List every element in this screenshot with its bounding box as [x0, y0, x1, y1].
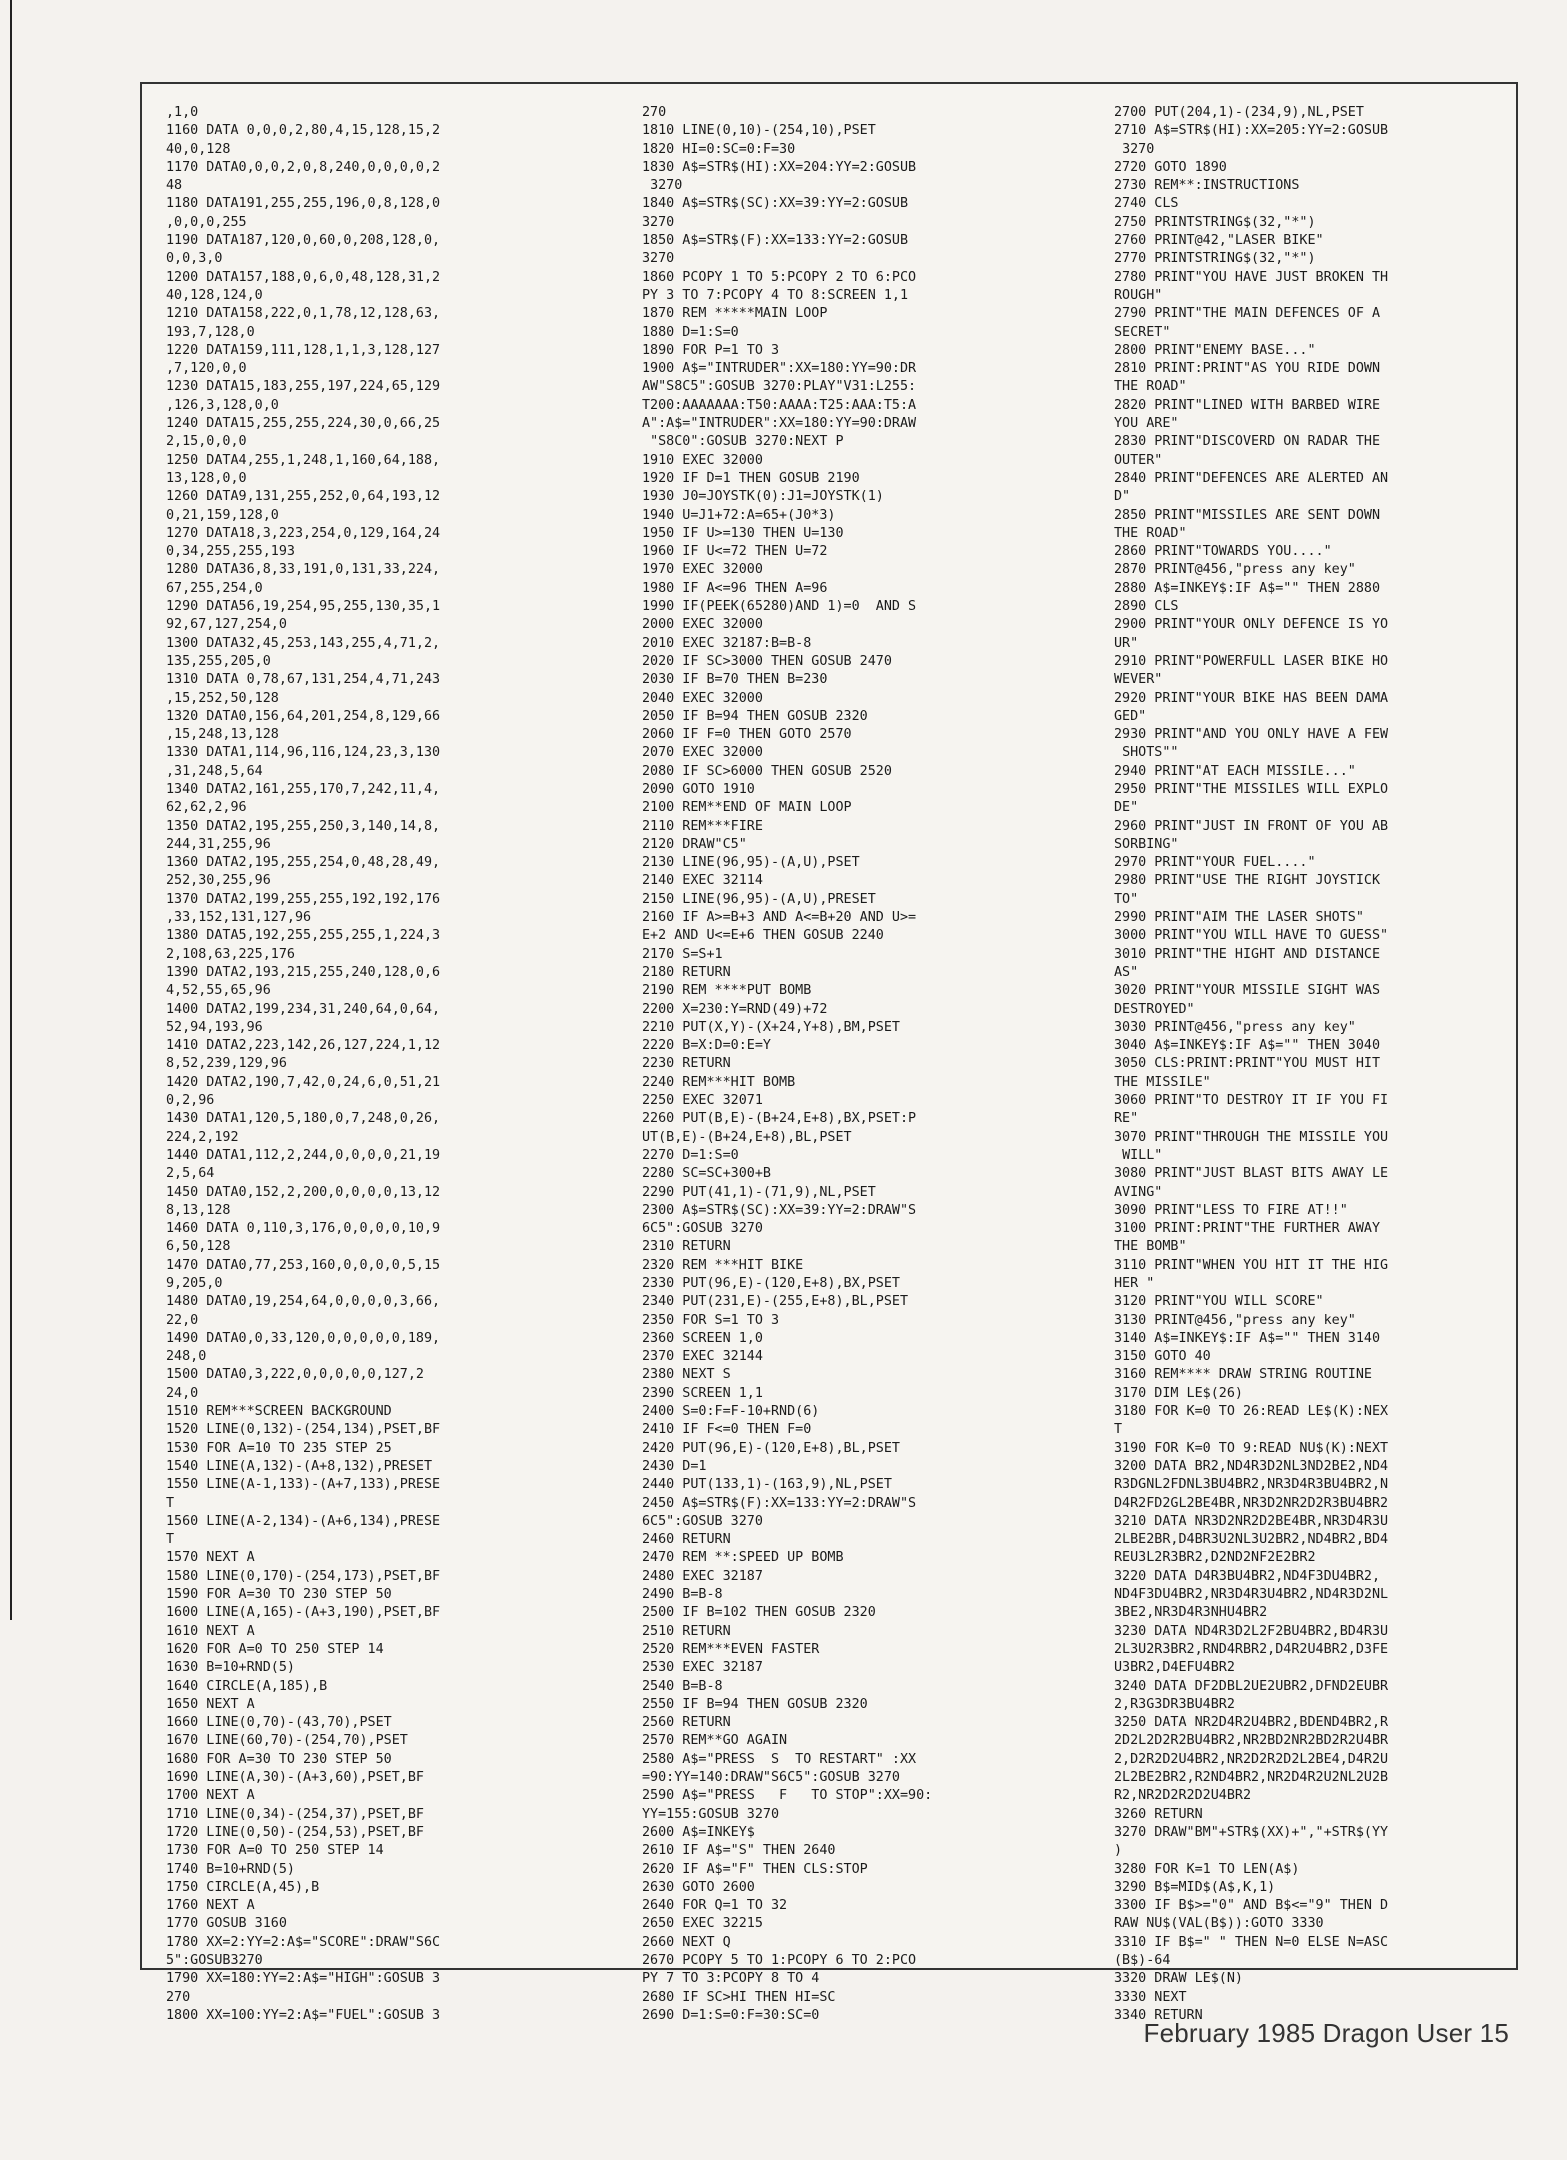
page-footer: February 1985 Dragon User 15 [1143, 2018, 1509, 2048]
listing-column-1 [166, 104, 596, 2025]
listing-column-2-text: 270 1810 LINE(0,10)-(254,10),PSET 1820 HI=0:SC=0:F=30 1830 A$=STR$(HI):XX=204:YY=2:GOSUB 3270 1840 A$=STR$(SC):XX=39:YY=2:GOSUB 3270 1850 A$=STR$(F):XX=133:YY=2:GOSUB 3270 1860 PCOPY 1 TO 5:PCOPY 2 TO 6:PCO PY 3 TO 7:PCOPY 4 TO 8:SCREEN 1,1 1870 REM *****MAIN LOOP 1880 D=1:S=0 1890 FOR P=1 TO 3 1900 A$="INTRUDER":XX=180:YY=90:DR AW"S8C5":GOSUB 3270:PLAY"V31:L255: T200:AAAAAAA:T50:AAAA:T25:AAA:T5:A A":A$="INTRUDER":XX=180:YY=90:DRAW "S8C0":GOSUB 3270:NEXT P 1910 EXEC 32000 1920 IF D=1 THEN GOSUB 2190 1930 J0=JOYSTK(0):J1=JOYSTK(1) 1940 U=J1+72:A=65+(J0*3) 1950 IF U>=130 THEN U=130 1960 IF U<=72 THEN U=72 1970 EXEC 32000 1980 IF A<=96 THEN A=96 1990 IF(PEEK(65280)AND 1)=0 AND S 2000 EXEC 32000 2010 EXEC 32187:B=B-8 2020 IF SC>3000 THEN GOSUB 2470 2030 IF B=70 THEN B=230 2040 EXEC 32000 2050 IF B=94 THEN GOSUB 2320 2060 IF F=0 THEN GOTO 2570 2070 EXEC 32000 2080 IF SC>6000 THEN GOSUB 2520 2090 GOTO 1910 2100 REM**END OF MAIN LOOP 2110 REM***FIRE 2120 DRAW"C5" 2130 LINE(96,95)-(A,U),PSET 2140 EXEC 32114 2150 LINE(96,95)-(A,U),PRESET 2160 IF A>=B+3 AND A<=B+20 AND U>= E+2 AND U<=E+6 THEN GOSUB 2240 2170 S=S+1 2180 RETURN 2190 REM ****PUT BOMB 2200 X=230:Y=RND(49)+72 2210 PUT(X,Y)-(X+24,Y+8),BM,PSET 2220 B=X:D=0:E=Y 2230 RETURN 2240 REM***HIT BOMB 2250 EXEC 32071 2260 PUT(B,E)-(B+24,E+8),BX,PSET:P UT(B,E)-(B+24,E+8),BL,PSET 2270 D=1:S=0 2280 SC=SC+300+B 2290 PUT(41,1)-(71,9),NL,PSET 2300 A$=STR$(SC):XX=39:YY=2:DRAW"S 6C5":GOSUB 3270 2310 RETURN 2320 REM ***HIT BIKE 2330 PUT(96,E)-(120,E+8),BX,PSET 2340 PUT(231,E)-(255,E+8),BL,PSET 2350 FOR S=1 TO 3 2360 SCREEN 1,0 2370 EXEC 32144 2380 NEXT S 2390 SCREEN 1,1 2400 S=0:F=F-10+RND(6) 2410 IF F<=0 THEN F=0 2420 PUT(96,E)-(120,E+8),BL,PSET 2430 D=1 2440 PUT(133,1)-(163,9),NL,PSET 2450 A$=STR$(F):XX=133:YY=2:DRAW"S 6C5":GOSUB 3270 2460 RETURN 2470 REM **:SPEED UP BOMB 2480 EXEC 32187 2490 B=B-8 2500 IF B=102 THEN GOSUB 2320 2510 RETURN 2520 REM***EVEN FASTER 2530 EXEC 32187 2540 B=B-8 2550 IF B=94 THEN GOSUB 2320 2560 RETURN 2570 REM**GO AGAIN 2580 A$="PRESS S TO RESTART" :XX =90:YY=140:DRAW"S6C5":GOSUB 3270 2590 A$="PRESS F TO STOP":XX=90: YY=155:GOSUB 3270 2600 A$=INKEY$ 2610 IF A$="S" THEN 2640 2620 IF A$="F" THEN CLS:STOP 2630 GOTO 2600 2640 FOR Q=1 TO 32 2650 EXEC 32215 2660 NEXT Q 2670 PCOPY 5 TO 1:PCOPY 6 TO 2:PCO PY 7 TO 3:PCOPY 8 TO 4 2680 IF SC>HI THEN HI=SC 2690 D=1:S=0:F=30:SC=0 [642, 105, 933, 2023]
program-listing [140, 82, 1518, 2023]
page-edge-rule [0, 0, 12, 1620]
listing-column-1-text: ,1,0 1160 DATA 0,0,0,2,80,4,15,128,15,2 40,0,128 1170 DATA0,0,0,2,0,8,240,0,0,0,0,2 48 1180 DATA191,255,255,196,0,8,128,0 ,0,0,0,255 1190 DATA187,120,0,60,0,208,128,0, 0,0,3,0 1200 DATA157,188,0,6,0,48,128,31,2 40,128,124,0 1210 DATA158,222,0,1,78,12,128,63, 193,7,128,0 1220 DATA159,111,128,1,1,3,128,127 ,7,120,0,0 1230 DATA15,183,255,197,224,65,129 ,126,3,128,0,0 1240 DATA15,255,255,224,30,0,66,25 2,15,0,0,0 1250 DATA4,255,1,248,1,160,64,188, 13,128,0,0 1260 DATA9,131,255,252,0,64,193,12 0,21,159,128,0 1270 DATA18,3,223,254,0,129,164,24 0,34,255,255,193 1280 DATA36,8,33,191,0,131,33,224, 67,255,254,0 1290 DATA56,19,254,95,255,130,35,1 92,67,127,254,0 1300 DATA32,45,253,143,255,4,71,2, 135,255,205,0 1310 DATA 0,78,67,131,254,4,71,243 ,15,252,50,128 1320 DATA0,156,64,201,254,8,129,66 ,15,248,13,128 1330 DATA1,114,96,116,124,23,3,130 ,31,248,5,64 1340 DATA2,161,255,170,7,242,11,4, 62,62,2,96 1350 DATA2,195,255,250,3,140,14,8, 244,31,255,96 1360 DATA2,195,255,254,0,48,28,49, 252,30,255,96 1370 DATA2,199,255,255,192,192,176 ,33,152,131,127,96 1380 DATA5,192,255,255,255,1,224,3 2,108,63,225,176 1390 DATA2,193,215,255,240,128,0,6 4,52,55,65,96 1400 DATA2,199,234,31,240,64,0,64, 52,94,193,96 1410 DATA2,223,142,26,127,224,1,12 8,52,239,129,96 1420 DATA2,190,7,42,0,24,6,0,51,21 0,2,96 1430 DATA1,120,5,180,0,7,248,0,26, 224,2,192 1440 DATA1,112,2,244,0,0,0,0,21,19 2,5,64 1450 DATA0,152,2,200,0,0,0,0,13,12 8,13,128 1460 DATA 0,110,3,176,0,0,0,0,10,9 6,50,128 1470 DATA0,77,253,160,0,0,0,0,5,15 9,205,0 1480 DATA0,19,254,64,0,0,0,0,3,66, 22,0 1490 DATA0,0,33,120,0,0,0,0,0,189, 248,0 1500 DATA0,3,222,0,0,0,0,0,127,2 24,0 1510 REM***SCREEN BACKGROUND 1520 LINE(0,132)-(254,134),PSET,BF 1530 FOR A=10 TO 235 STEP 25 1540 LINE(A,132)-(A+8,132),PRESET 1550 LINE(A-1,133)-(A+7,133),PRESE T 1560 LINE(A-2,134)-(A+6,134),PRESE T 1570 NEXT A 1580 LINE(0,170)-(254,173),PSET,BF 1590 FOR A=30 TO 230 STEP 50 1600 LINE(A,165)-(A+3,190),PSET,BF 1610 NEXT A 1620 FOR A=0 TO 250 STEP 14 1630 B=10+RND(5) 1640 CIRCLE(A,185),B 1650 NEXT A 1660 LINE(0,70)-(43,70),PSET 1670 LINE(60,70)-(254,70),PSET 1680 FOR A=30 TO 230 STEP 50 1690 LINE(A,30)-(A+3,60),PSET,BF 1700 NEXT A 1710 LINE(0,34)-(254,37),PSET,BF 1720 LINE(0,50)-(254,53),PSET,BF 1730 FOR A=0 TO 250 STEP 14 1740 B=10+RND(5) 1750 CIRCLE(A,45),B 1760 NEXT A 1770 GOSUB 3160 1780 XX=2:YY=2:A$="SCORE":DRAW"S6C 5":GOSUB3270 1790 XX=180:YY=2:A$="HIGH":GOSUB 3 270 1800 XX=100:YY=2:A$="FUEL":GOSUB 3 [166, 105, 441, 2023]
listing-column-2 [642, 104, 1072, 2025]
listing-column-3-text: 2700 PUT(204,1)-(234,9),NL,PSET 2710 A$=STR$(HI):XX=205:YY=2:GOSUB 3270 2720 GOTO 1890 2730 REM**:INSTRUCTIONS 2740 CLS 2750 PRINTSTRING$(32,"*") 2760 PRINT@42,"LASER BIKE" 2770 PRINTSTRING$(32,"*") 2780 PRINT"YOU HAVE JUST BROKEN TH ROUGH" 2790 PRINT"THE MAIN DEFENCES OF A SECRET" 2800 PRINT"ENEMY BASE..." 2810 PRINT:PRINT"AS YOU RIDE DOWN THE ROAD" 2820 PRINT"LINED WITH BARBED WIRE YOU ARE" 2830 PRINT"DISCOVERD ON RADAR THE OUTER" 2840 PRINT"DEFENCES ARE ALERTED AN D" 2850 PRINT"MISSILES ARE SENT DOWN THE ROAD" 2860 PRINT"TOWARDS YOU...." 2870 PRINT@456,"press any key" 2880 A$=INKEY$:IF A$="" THEN 2880 2890 CLS 2900 PRINT"YOUR ONLY DEFENCE IS YO UR" 2910 PRINT"POWERFULL LASER BIKE HO WEVER" 2920 PRINT"YOUR BIKE HAS BEEN DAMA GED" 2930 PRINT"AND YOU ONLY HAVE A FEW SHOTS"" 2940 PRINT"AT EACH MISSILE..." 2950 PRINT"THE MISSILES WILL EXPLO DE" 2960 PRINT"JUST IN FRONT OF YOU AB SORBING" 2970 PRINT"YOUR FUEL...." 2980 PRINT"USE THE RIGHT JOYSTICK TO" 2990 PRINT"AIM THE LASER SHOTS" 3000 PRINT"YOU WILL HAVE TO GUESS" 3010 PRINT"THE HIGHT AND DISTANCE AS" 3020 PRINT"YOUR MISSILE SIGHT WAS DESTROYED" 3030 PRINT@456,"press any key" 3040 A$=INKEY$:IF A$="" THEN 3040 3050 CLS:PRINT:PRINT"YOU MUST HIT THE MISSILE" 3060 PRINT"TO DESTROY IT IF YOU FI RE" 3070 PRINT"THROUGH THE MISSILE YOU WILL" 3080 PRINT"JUST BLAST BITS AWAY LE AVING" 3090 PRINT"LESS TO FIRE AT!!" 3100 PRINT:PRINT"THE FURTHER AWAY THE BOMB" 3110 PRINT"WHEN YOU HIT IT THE HIG HER " 3120 PRINT"YOU WILL SCORE" 3130 PRINT@456,"press any key" 3140 A$=INKEY$:IF A$="" THEN 3140 3150 GOTO 40 3160 REM**** DRAW STRING ROUTINE 3170 DIM LE$(26) 3180 FOR K=0 TO 26:READ LE$(K):NEX T 3190 FOR K=0 TO 9:READ NU$(K):NEXT 3200 DATA BR2,ND4R3D2NL3ND2BE2,ND4 R3DGNL2FDNL3BU4BR2,NR3D4R3BU4BR2,N D4R2FD2GL2BE4BR,NR3D2NR2D2R3BU4BR2 3210 DATA NR3D2NR2D2BE4BR,NR3D4R3U 2LBE2BR,D4BR3U2NL3U2BR2,ND4BR2,BD4 REU3L2R3BR2,D2ND2NF2E2BR2 3220 DATA D4R3BU4BR2,ND4F3DU4BR2, ND4F3DU4BR2,NR3D4R3U4BR2,ND4R3D2NL 3BE2,NR3D4R3NHU4BR2 3230 DATA ND4R3D2L2F2BU4BR2,BD4R3U 2L3U2R3BR2,RND4RBR2,D4R2U4BR2,D3FE U3BR2,D4EFU4BR2 3240 DATA DF2DBL2UE2UBR2,DFND2EUBR 2,R3G3DR3BU4BR2 3250 DATA NR2D4R2U4BR2,BDEND4BR2,R 2D2L2D2R2BU4BR2,NR2BD2NR2BD2R2U4BR 2,D2R2D2U4BR2,NR2D2R2D2L2BE4,D4R2U 2L2BE2BR2,R2ND4BR2,NR2D4R2U2NL2U2B R2,NR2D2R2D2U4BR2 3260 RETURN 3270 DRAW"BM"+STR$(XX)+","+STR$(YY ) 3280 FOR K=1 TO LEN(A$) 3290 B$=MID$(A$,K,1) 3300 IF B$>="0" AND B$<="9" THEN D RAW NU$(VAL(B$)):GOTO 3330 3310 IF B$=" " THEN N=0 ELSE N=ASC (B$)-64 3320 DRAW LE$(N) 3330 NEXT 3340 RETURN [1114, 105, 1389, 2023]
listing-column-3 [1114, 104, 1544, 2025]
